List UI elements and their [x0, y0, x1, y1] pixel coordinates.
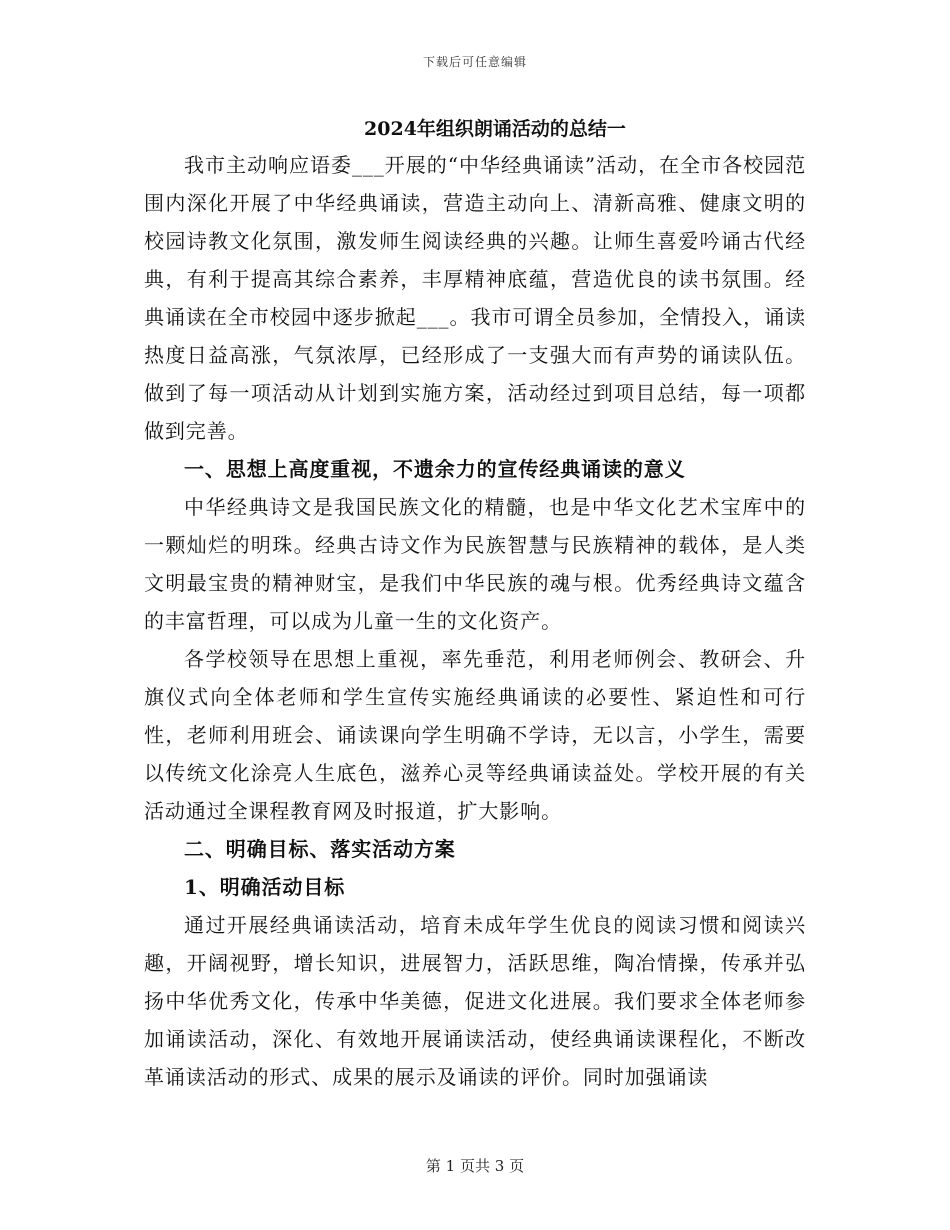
document-title: 2024年组织朗诵活动的总结一 [364, 118, 626, 140]
subsection-heading-1: 1、明确活动目标 [184, 875, 346, 899]
header-note: 下载后可任意编辑 [422, 55, 527, 69]
paragraph-classics-meaning: 中华经典诗文是我国民族文化的精髓，也是中华文化艺术宝库中的一颗灿烂的明珠。经典古诗文作为民族智慧与民族精神的载体，是人类文明最宝贵的精神财宝，是我们中华民族的魂与根。优秀经典诗文蕴含的丰富哲理，可以成为儿童一生的文化资产。 [144, 495, 806, 633]
page-number: 第 1 页共 3 页 [425, 1157, 525, 1175]
document-body [144, 112, 806, 1096]
paragraph-school-leaders: 各学校领导在思想上重视，率先垂范，利用老师例会、教研会、升旗仪式向全体老师和学生宣传实施经典诵读的必要性、紧迫性和可行性，老师利用班会、诵读课向学生明确不学诗，无以言，小学生，需要以传统文化涂亮人生底色，滋养心灵等经典诵读益处。学校开展的有关活动通过全课程教育网及时报道，扩大影响。 [144, 647, 806, 823]
section-heading-2: 二、明确目标、落实活动方案 [184, 837, 456, 861]
paragraph-goals: 通过开展经典诵读活动，培育未成年学生优良的阅读习惯和阅读兴趣，开阔视野，增长知识，进展智力，活跃思维，陶冶情操，传承并弘扬中华优秀文化，传承中华美德，促进文化进展。我们要求全体老师参加诵读活动，深化、有效地开展诵读活动，使经典诵读课程化，不断改革诵读活动的形式、成果的展示及诵读的评价。同时加强诵读 [144, 913, 806, 1089]
section-heading-1: 一、思想上高度重视，不遗余力的宣传经典诵读的意义 [184, 457, 686, 481]
paragraph-intro: 我市主动响应语委___开展的“中华经典诵读”活动，在全市各校园范围内深化开展了中华经典诵读，营造主动向上、清新高雅、健康文明的校园诗教文化氛围，激发师生阅读经典的兴趣。让师生喜爱吟诵古代经典，有利于提高其综合素养，丰厚精神底蕴，营造优良的读书氛围。经典诵读在全市校园中逐步掀起___。我市可谓全员参加，全情投入，诵读热度日益高涨，气氛浓厚，已经形成了一支强大而有声势的诵读队伍。做到了每一项活动从计划到实施方案，活动经过到项目总结，每一项都做到完善。 [144, 153, 806, 443]
